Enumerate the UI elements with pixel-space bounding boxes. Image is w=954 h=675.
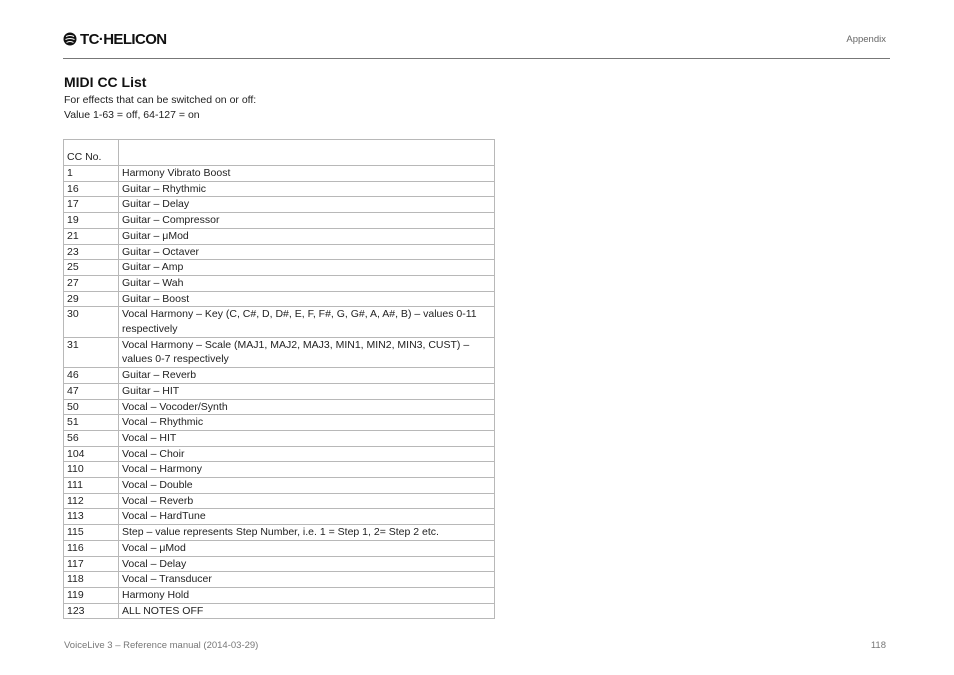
cc-function-cell: Vocal – Delay: [119, 556, 495, 572]
cc-number-cell: 50: [64, 399, 119, 415]
table-body: [64, 166, 495, 619]
cc-function-cell: Vocal – HardTune: [119, 509, 495, 525]
table-row: [64, 525, 495, 541]
table-row: [64, 587, 495, 603]
table-row: [64, 383, 495, 399]
cc-function-cell: Vocal Harmony – Scale (MAJ1, MAJ2, MAJ3, MIN1, MIN2, MIN3, CUST) – values 0-7 respectively: [119, 337, 495, 367]
cc-function-cell: Step – value represents Step Number, i.e. 1 = Step 1, 2= Step 2 etc.: [119, 525, 495, 541]
table-row: [64, 368, 495, 384]
header-divider: [63, 58, 890, 59]
cc-number-cell: 1: [64, 166, 119, 182]
cc-function-cell: Guitar – μMod: [119, 228, 495, 244]
table-row: [64, 462, 495, 478]
cc-number-cell: 118: [64, 572, 119, 588]
column-header-description: [119, 140, 495, 166]
table-row: [64, 260, 495, 276]
cc-function-cell: Guitar – Reverb: [119, 368, 495, 384]
cc-number-cell: 110: [64, 462, 119, 478]
cc-function-cell: Guitar – HIT: [119, 383, 495, 399]
cc-function-cell: Vocal – Rhythmic: [119, 415, 495, 431]
cc-function-cell: Guitar – Rhythmic: [119, 181, 495, 197]
cc-number-cell: 19: [64, 213, 119, 229]
cc-function-cell: Vocal – Harmony: [119, 462, 495, 478]
cc-number-cell: 112: [64, 493, 119, 509]
cc-number-cell: 46: [64, 368, 119, 384]
cc-number-cell: 21: [64, 228, 119, 244]
cc-number-cell: 123: [64, 603, 119, 619]
cc-number-cell: 113: [64, 509, 119, 525]
tc-helicon-globe-icon: [63, 32, 77, 46]
cc-number-cell: 116: [64, 540, 119, 556]
section-label: Appendix: [846, 34, 886, 45]
table-row: [64, 228, 495, 244]
footer-document-title: VoiceLive 3 – Reference manual (2014-03-29): [64, 640, 259, 651]
cc-number-cell: 115: [64, 525, 119, 541]
cc-number-cell: 111: [64, 478, 119, 494]
table-row: [64, 181, 495, 197]
cc-function-cell: Vocal – Double: [119, 478, 495, 494]
cc-function-cell: Vocal – HIT: [119, 430, 495, 446]
table-row: [64, 556, 495, 572]
cc-function-cell: Vocal – Choir: [119, 446, 495, 462]
cc-function-cell: Vocal Harmony – Key (C, C#, D, D#, E, F, F#, G, G#, A, A#, B) – values 0-11 respectively: [119, 307, 495, 337]
table-row: [64, 415, 495, 431]
brand-logo: [63, 30, 167, 48]
cc-function-cell: Guitar – Amp: [119, 260, 495, 276]
cc-number-cell: 27: [64, 275, 119, 291]
cc-function-cell: Vocal – Transducer: [119, 572, 495, 588]
cc-function-cell: Guitar – Wah: [119, 275, 495, 291]
midi-cc-table: [63, 139, 495, 619]
page-title: MIDI CC List: [64, 74, 147, 90]
cc-function-cell: ALL NOTES OFF: [119, 603, 495, 619]
cc-number-cell: 47: [64, 383, 119, 399]
cc-function-cell: Vocal – μMod: [119, 540, 495, 556]
cc-function-cell: Harmony Vibrato Boost: [119, 166, 495, 182]
table-row: [64, 540, 495, 556]
table-row: [64, 446, 495, 462]
cc-number-cell: 117: [64, 556, 119, 572]
cc-number-cell: 104: [64, 446, 119, 462]
table-row: [64, 244, 495, 260]
cc-function-cell: Guitar – Boost: [119, 291, 495, 307]
cc-number-cell: 23: [64, 244, 119, 260]
cc-number-cell: 31: [64, 337, 119, 367]
cc-number-cell: 16: [64, 181, 119, 197]
column-header-cc-no: CC No.: [64, 140, 119, 166]
cc-function-cell: Guitar – Delay: [119, 197, 495, 213]
table-row: [64, 572, 495, 588]
table-row: [64, 307, 495, 337]
table-row: [64, 493, 495, 509]
table-row: [64, 275, 495, 291]
table-row: [64, 337, 495, 367]
table-row: [64, 603, 495, 619]
table-row: [64, 291, 495, 307]
cc-number-cell: 29: [64, 291, 119, 307]
table-row: [64, 478, 495, 494]
cc-number-cell: 17: [64, 197, 119, 213]
cc-number-cell: 119: [64, 587, 119, 603]
intro-text: [64, 93, 256, 122]
table-header-row: [64, 140, 495, 166]
cc-number-cell: 56: [64, 430, 119, 446]
cc-function-cell: Guitar – Compressor: [119, 213, 495, 229]
table-row: [64, 213, 495, 229]
table-row: [64, 197, 495, 213]
cc-number-cell: 25: [64, 260, 119, 276]
cc-function-cell: Vocal – Reverb: [119, 493, 495, 509]
page-number: 118: [870, 640, 886, 651]
intro-line-1: For effects that can be switched on or off:: [64, 94, 257, 106]
cc-function-cell: Guitar – Octaver: [119, 244, 495, 260]
intro-line-2: Value 1-63 = off, 64-127 = on: [64, 108, 200, 121]
table-row: [64, 399, 495, 415]
table-row: [64, 509, 495, 525]
table-row: [64, 430, 495, 446]
cc-number-cell: 51: [64, 415, 119, 431]
table-row: [64, 166, 495, 182]
cc-number-cell: 30: [64, 307, 119, 337]
cc-function-cell: Harmony Hold: [119, 587, 495, 603]
brand-name: TC·HELICON: [80, 30, 167, 48]
cc-function-cell: Vocal – Vocoder/Synth: [119, 399, 495, 415]
